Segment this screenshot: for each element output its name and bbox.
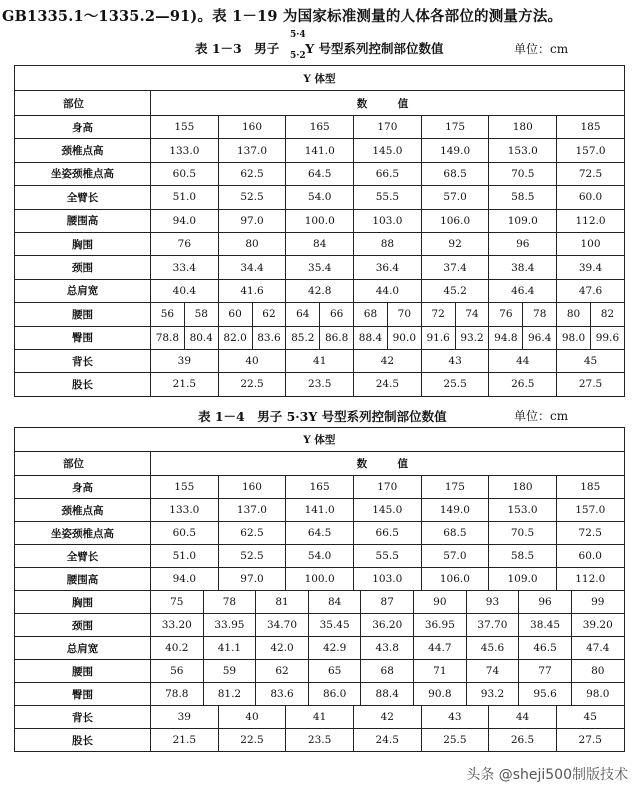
value-cell: 40.4 [151,279,219,302]
value-cell: 165 [286,116,354,139]
value-cell: 92 [421,232,489,255]
value-cell: 60.5 [151,162,219,185]
table-row [15,326,625,349]
value-cell: 81 [256,591,309,614]
value-cell: 24.5 [353,729,421,752]
value-cell: 82.0 [218,326,252,349]
value-cell: 25.5 [421,729,489,752]
value-cell: 33.95 [203,614,256,637]
value-cell: 93 [466,591,519,614]
value-cell: 24.5 [354,373,422,396]
value-cell: 180 [489,116,557,139]
value-cell: 137.0 [218,499,286,522]
value-cell: 64.5 [286,522,354,545]
value-cell: 36.20 [361,614,414,637]
value-cell: 109.0 [489,568,557,591]
table-row [15,522,625,545]
value-cell: 37.70 [466,614,519,637]
value-cell: 80 [571,660,624,683]
value-cell: 85.2 [286,326,320,349]
table-row [15,232,625,255]
value-cell: 41 [286,706,354,729]
value-cell: 70.5 [489,522,557,545]
value-cell: 149.0 [421,139,489,162]
value-cell: 80 [218,232,286,255]
value-cell: 81.2 [203,683,256,706]
value-cell: 38.45 [519,614,572,637]
value-cell: 185 [557,116,625,139]
value-cell: 94.0 [151,209,219,232]
value-cell: 141.0 [286,139,354,162]
value-cell: 74 [455,303,489,326]
value-cell: 22.5 [218,729,286,752]
value-cell: 170 [353,476,421,499]
value-cell: 93.2 [466,683,519,706]
table2-caption: 表 1－4 男子 5·3Y 号型系列控制部位数值 [198,409,447,424]
value-cell: 72 [421,303,455,326]
row-label: 身高 [15,476,151,499]
value-cell: 43.8 [361,637,414,660]
value-cell: 94.0 [151,568,219,591]
values-header: 数 值 [151,91,625,116]
value-cell: 43 [421,349,489,372]
value-cell: 91.6 [421,326,455,349]
value-cell: 45 [557,349,625,372]
row-label: 背长 [15,349,151,372]
value-cell: 80.4 [184,326,218,349]
type-title: Y 体型 [15,428,625,452]
value-cell: 22.5 [218,373,286,396]
value-cell: 40 [218,706,286,729]
value-cell: 26.5 [489,729,557,752]
value-cell: 51.0 [151,545,219,568]
row-label: 臀围 [15,683,151,706]
row-label: 坐姿颈椎点高 [15,162,151,185]
value-cell: 97.0 [218,209,286,232]
value-cell: 66 [320,303,354,326]
value-cell: 33.4 [151,256,219,279]
value-cell: 38.4 [489,256,557,279]
row-label: 全臂长 [15,545,151,568]
value-cell: 44.0 [354,279,422,302]
value-cell: 40 [218,349,286,372]
table2 [14,427,625,752]
value-cell: 84 [308,591,361,614]
value-cell: 55.5 [353,545,421,568]
value-cell: 78 [203,591,256,614]
value-cell: 76 [489,303,523,326]
value-cell: 180 [489,476,557,499]
table-row [15,706,625,729]
value-cell: 43 [421,706,489,729]
table1 [14,65,625,397]
value-cell: 57.0 [421,186,489,209]
value-cell: 97.0 [218,568,286,591]
value-cell: 93.2 [455,326,489,349]
value-cell: 59 [203,660,256,683]
value-cell: 41.6 [218,279,286,302]
value-cell: 36.95 [414,614,467,637]
value-cell: 42 [354,349,422,372]
table1-caption-subscript: 5·2 [290,51,306,61]
value-cell: 155 [151,476,219,499]
value-cell: 36.4 [354,256,422,279]
value-cell: 65 [308,660,361,683]
value-cell: 74 [466,660,519,683]
value-cell: 75 [151,591,204,614]
value-cell: 112.0 [556,568,624,591]
value-cell: 133.0 [151,499,219,522]
value-cell: 39.4 [557,256,625,279]
table-row [15,139,625,162]
value-cell: 87 [361,591,414,614]
intro-text: GB1335.1～1335.2—91)。表 1－19 为国家标准测量的人体各部位的测量方法。 [2,8,563,25]
value-cell: 42.9 [308,637,361,660]
value-cell: 25.5 [421,373,489,396]
value-cell: 56 [151,303,185,326]
value-cell: 100.0 [286,209,354,232]
row-label: 股长 [15,373,151,396]
row-label: 腰围 [15,660,151,683]
value-cell: 60.0 [556,545,624,568]
table-row [15,591,625,614]
table-row [15,476,625,499]
value-cell: 68 [361,660,414,683]
table-row [15,568,625,591]
table-row [15,162,625,185]
value-cell: 44 [489,706,557,729]
row-label: 总肩宽 [15,637,151,660]
value-cell: 90 [414,591,467,614]
value-cell: 141.0 [286,499,354,522]
value-cell: 76 [151,232,219,255]
row-label: 坐姿颈椎点高 [15,522,151,545]
table-row [15,729,625,752]
table-row [15,499,625,522]
value-cell: 78 [523,303,557,326]
value-cell: 62.5 [218,522,286,545]
value-cell: 99.6 [590,326,624,349]
value-cell: 62 [256,660,309,683]
value-cell: 149.0 [421,499,489,522]
table-row [15,256,625,279]
value-cell: 62.5 [218,162,286,185]
value-cell: 96.4 [523,326,557,349]
value-cell: 58 [184,303,218,326]
value-cell: 57.0 [421,545,489,568]
value-cell: 34.70 [256,614,309,637]
value-cell: 70.5 [489,162,557,185]
value-cell: 90.0 [387,326,421,349]
row-label: 颈椎点高 [15,139,151,162]
value-cell: 72.5 [557,162,625,185]
header-row [15,452,625,476]
value-cell: 71 [414,660,467,683]
value-cell: 137.0 [218,139,286,162]
value-cell: 39.20 [571,614,624,637]
value-cell: 35.4 [286,256,354,279]
value-cell: 155 [151,116,219,139]
value-cell: 83.6 [252,326,286,349]
values-header: 数 值 [151,452,625,476]
value-cell: 60.0 [557,186,625,209]
row-label: 胸围 [15,232,151,255]
value-cell: 99 [571,591,624,614]
value-cell: 68.5 [421,162,489,185]
value-cell: 133.0 [151,139,219,162]
value-cell: 78.8 [151,326,185,349]
value-cell: 27.5 [557,373,625,396]
value-cell: 84 [286,232,354,255]
value-cell: 47.4 [571,637,624,660]
value-cell: 42 [353,706,421,729]
table1-caption-superscript: 5·4 [290,30,306,40]
table-row [15,683,625,706]
value-cell: 58.5 [489,186,557,209]
value-cell: 83.6 [256,683,309,706]
value-cell: 26.5 [489,373,557,396]
value-cell: 70 [387,303,421,326]
value-cell: 109.0 [489,209,557,232]
value-cell: 45.2 [421,279,489,302]
part-header: 部位 [15,452,151,476]
value-cell: 157.0 [556,499,624,522]
value-cell: 60 [218,303,252,326]
value-cell: 46.5 [519,637,572,660]
value-cell: 42.8 [286,279,354,302]
table-row [15,186,625,209]
value-cell: 47.6 [557,279,625,302]
row-label: 颈椎点高 [15,499,151,522]
value-cell: 54.0 [286,186,354,209]
value-cell: 103.0 [354,209,422,232]
table1-caption-suffix: Y 号型系列控制部位数值 [305,41,444,56]
value-cell: 94.8 [489,326,523,349]
value-cell: 68.5 [421,522,489,545]
value-cell: 46.4 [489,279,557,302]
value-cell: 100 [557,232,625,255]
value-cell: 33.20 [151,614,204,637]
value-cell: 62 [252,303,286,326]
row-label: 腰围高 [15,209,151,232]
value-cell: 23.5 [286,729,354,752]
value-cell: 39 [151,349,219,372]
value-cell: 98.0 [571,683,624,706]
value-cell: 21.5 [151,729,219,752]
value-cell: 106.0 [421,209,489,232]
value-cell: 153.0 [489,499,557,522]
value-cell: 112.0 [557,209,625,232]
value-cell: 165 [286,476,354,499]
value-cell: 175 [421,116,489,139]
value-cell: 82 [590,303,624,326]
value-cell: 39 [151,706,219,729]
value-cell: 56 [151,660,204,683]
type-title-row [15,66,625,91]
value-cell: 185 [556,476,624,499]
watermark: 头条 @sheji500制版技术 [466,767,628,783]
value-cell: 100.0 [286,568,354,591]
value-cell: 55.5 [354,186,422,209]
table-row [15,637,625,660]
table-row [15,303,625,326]
value-cell: 106.0 [421,568,489,591]
row-label: 胸围 [15,591,151,614]
header-row [15,91,625,116]
value-cell: 45.6 [466,637,519,660]
value-cell: 42.0 [256,637,309,660]
row-label: 背长 [15,706,151,729]
table-row [15,279,625,302]
value-cell: 90.8 [414,683,467,706]
value-cell: 96 [519,591,572,614]
value-cell: 175 [421,476,489,499]
value-cell: 45 [556,706,624,729]
value-cell: 86.8 [320,326,354,349]
table1-unit: 单位：cm [514,42,569,56]
value-cell: 44 [489,349,557,372]
value-cell: 157.0 [557,139,625,162]
table1-caption-prefix: 表 1－3 男子 [195,41,280,56]
row-label: 身高 [15,116,151,139]
row-label: 总肩宽 [15,279,151,302]
row-label: 颈围 [15,614,151,637]
value-cell: 54.0 [286,545,354,568]
table-row [15,660,625,683]
value-cell: 40.2 [151,637,204,660]
value-cell: 160 [218,476,286,499]
value-cell: 145.0 [354,139,422,162]
value-cell: 88.4 [354,326,388,349]
value-cell: 153.0 [489,139,557,162]
value-cell: 23.5 [286,373,354,396]
table-row [15,545,625,568]
value-cell: 64.5 [286,162,354,185]
value-cell: 78.8 [151,683,204,706]
value-cell: 21.5 [151,373,219,396]
table1-caption [195,39,444,57]
value-cell: 72.5 [556,522,624,545]
part-header: 部位 [15,91,151,116]
value-cell: 95.6 [519,683,572,706]
value-cell: 44.7 [414,637,467,660]
value-cell: 41 [286,349,354,372]
value-cell: 86.0 [308,683,361,706]
table-row [15,209,625,232]
value-cell: 35.45 [308,614,361,637]
row-label: 腰围高 [15,568,151,591]
value-cell: 34.4 [218,256,286,279]
value-cell: 170 [354,116,422,139]
value-cell: 103.0 [353,568,421,591]
value-cell: 51.0 [151,186,219,209]
value-cell: 98.0 [557,326,591,349]
value-cell: 41.1 [203,637,256,660]
value-cell: 37.4 [421,256,489,279]
value-cell: 77 [519,660,572,683]
value-cell: 66.5 [354,162,422,185]
table-row [15,116,625,139]
value-cell: 88.4 [361,683,414,706]
value-cell: 52.5 [218,186,286,209]
table2-unit: 单位：cm [514,409,569,423]
value-cell: 96 [489,232,557,255]
row-label: 腰围 [15,303,151,326]
value-cell: 60.5 [151,522,219,545]
table-row [15,349,625,372]
value-cell: 160 [218,116,286,139]
value-cell: 64 [286,303,320,326]
value-cell: 88 [354,232,422,255]
value-cell: 66.5 [353,522,421,545]
value-cell: 80 [557,303,591,326]
row-label: 颈围 [15,256,151,279]
table-row [15,614,625,637]
value-cell: 145.0 [353,499,421,522]
value-cell: 68 [354,303,388,326]
row-label: 股长 [15,729,151,752]
row-label: 全臂长 [15,186,151,209]
table-row [15,373,625,396]
type-title: Y 体型 [15,66,625,91]
value-cell: 27.5 [556,729,624,752]
value-cell: 58.5 [489,545,557,568]
row-label: 臀围 [15,326,151,349]
value-cell: 52.5 [218,545,286,568]
type-title-row [15,428,625,452]
